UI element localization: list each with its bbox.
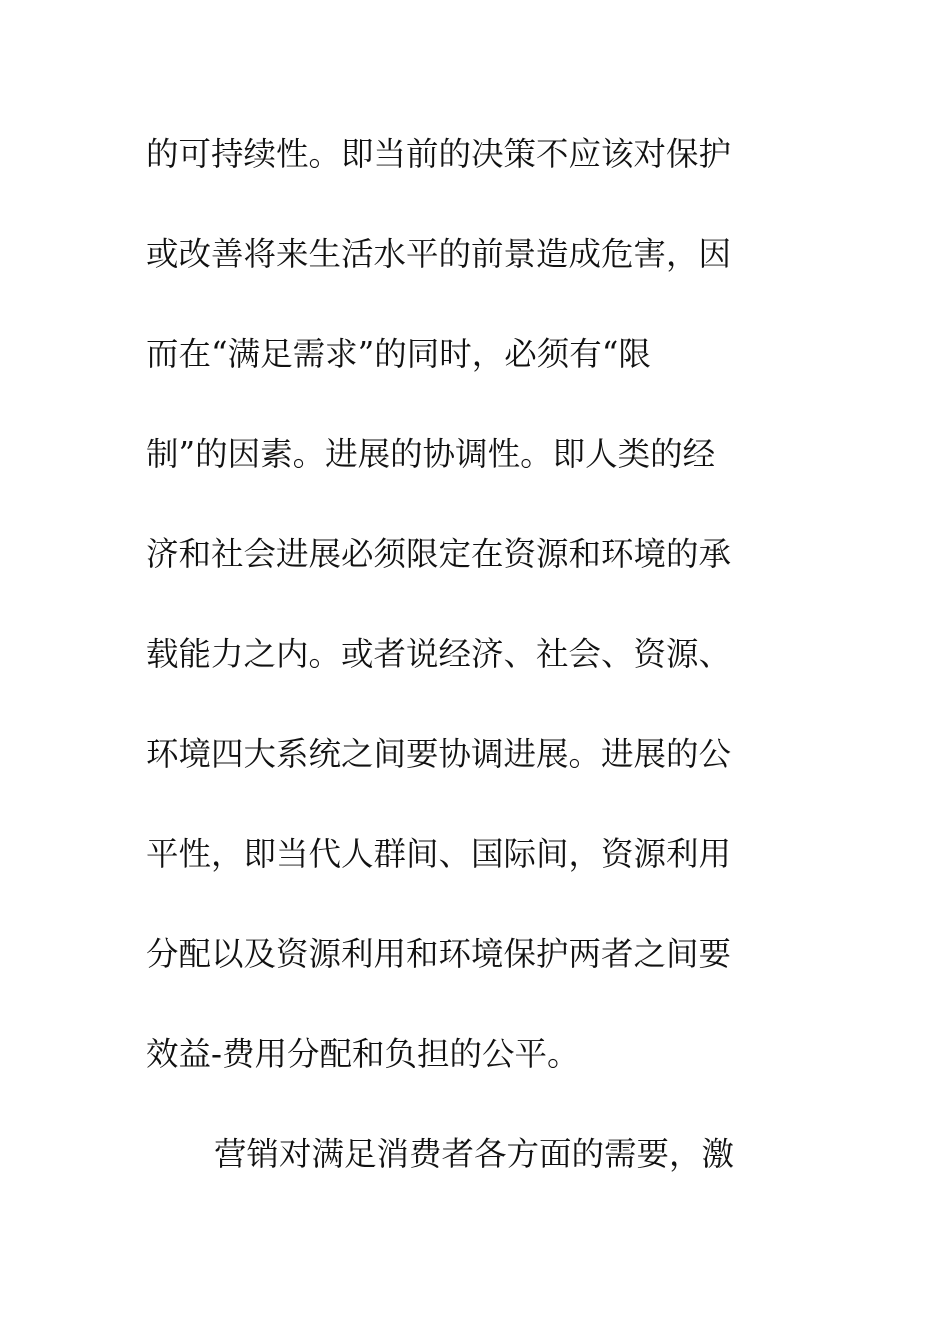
paragraph-start-line: 营销对满足消费者各方面的需要，激: [214, 1135, 735, 1173]
body-text: [146, 124, 786, 1224]
text-line: 平性，即当代人群间、国际间，资源利用: [146, 835, 732, 873]
text-line: 分配以及资源利用和环境保护两者之间要: [146, 935, 732, 973]
text-line: 的可持续性。即当前的决策不应该对保护: [146, 135, 732, 173]
text-line: 环境四大系统之间要协调进展。进展的公: [146, 735, 732, 773]
text-line: 而在“满足需求”的同时，必须有“限: [146, 335, 651, 373]
text-line: 或改善将来生活水平的前景造成危害，因: [146, 235, 732, 273]
text-line: 制”的因素。进展的协调性。即人类的经: [146, 435, 716, 473]
text-line: 济和社会进展必须限定在资源和环境的承: [146, 535, 732, 573]
text-line: 载能力之内。或者说经济、社会、资源、: [146, 635, 732, 673]
text-line: 效益-费用分配和负担的公平。: [146, 1035, 580, 1073]
